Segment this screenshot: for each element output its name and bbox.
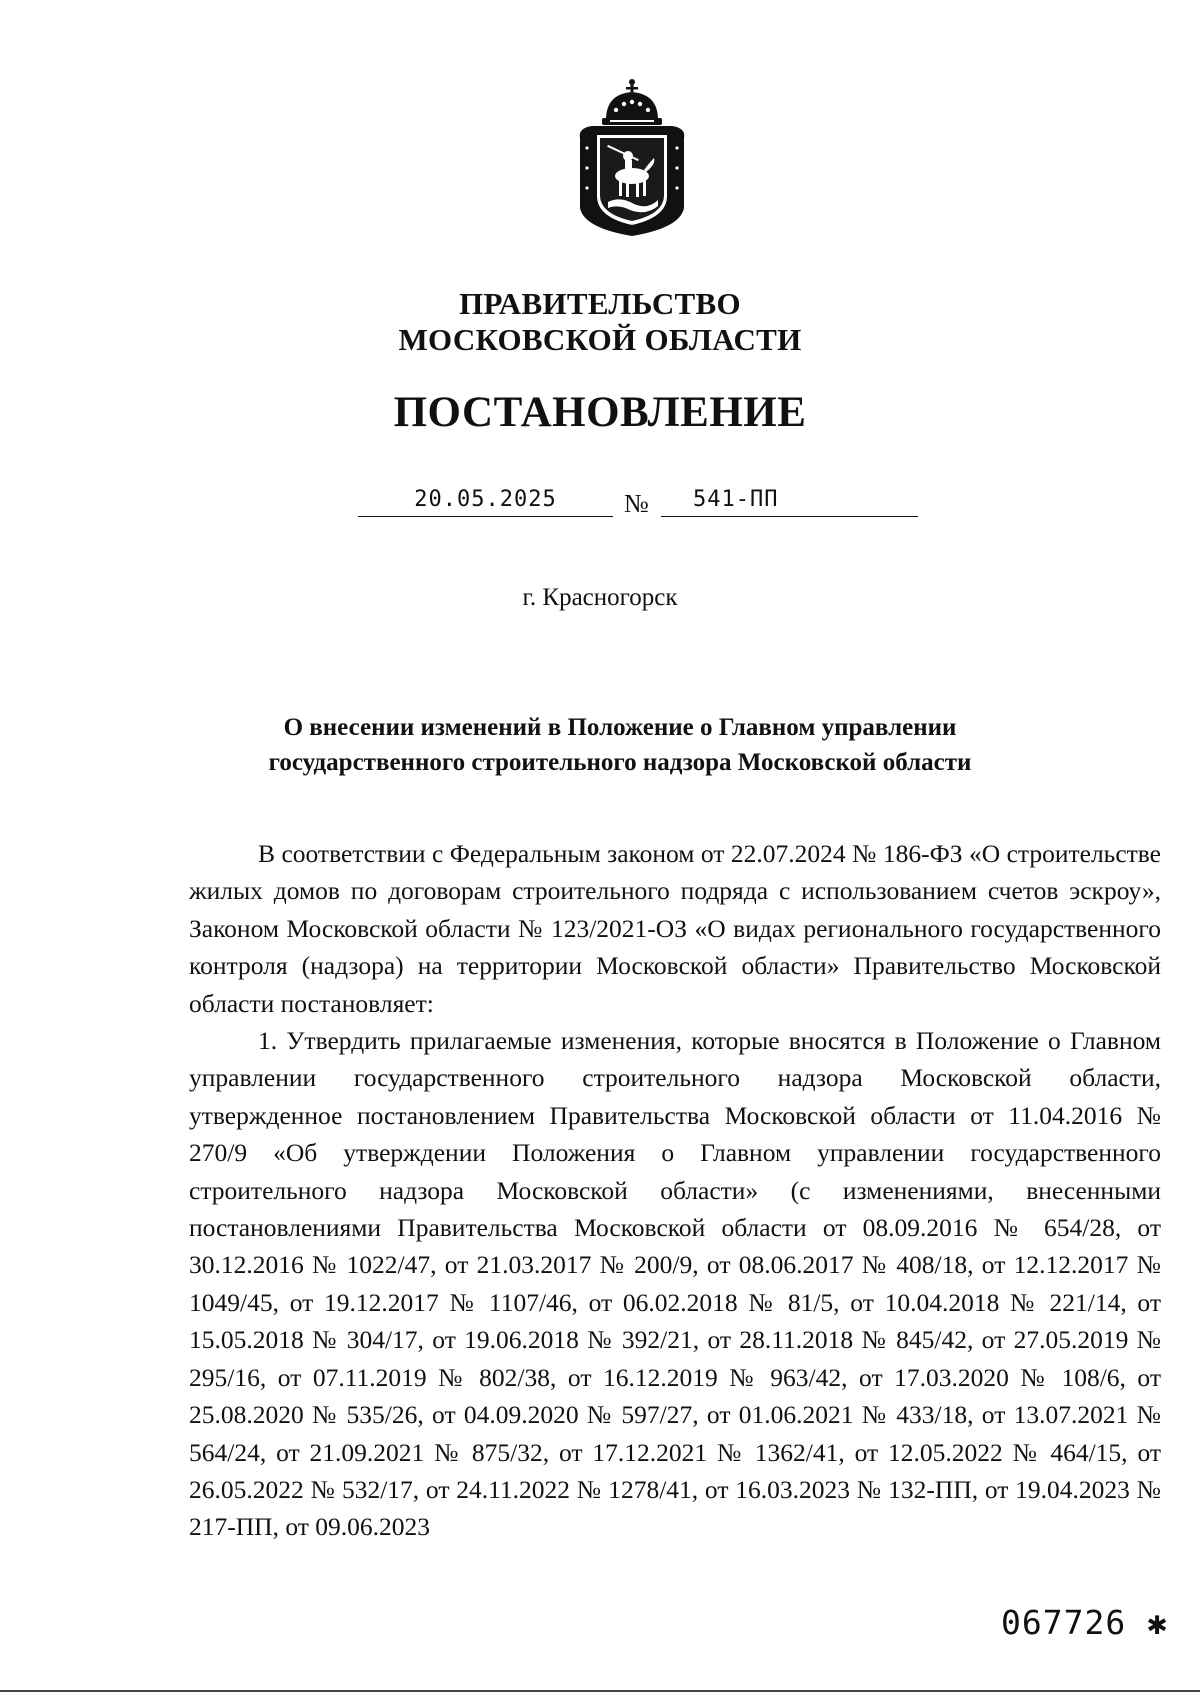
document-number: 541-ПП xyxy=(661,487,918,517)
government-title-line2: МОСКОВСКОЙ ОБЛАСТИ xyxy=(398,322,802,357)
city-of-issue: г. Красногорск xyxy=(522,584,678,611)
bottom-divider xyxy=(0,1690,1200,1692)
coat-of-arms-icon xyxy=(570,78,694,238)
subject-line1: О внесении изменений в Положение о Главном управлении xyxy=(283,714,957,741)
clause-1-paragraph: 1. Утвердить прилагаемые изменения, которые вносятся в Положение о Главном управлении государственного строительного надзора Московской области, утвержденное постановлением Правительства Московской области от 11.04.2016 № 270/9 «Об утверждении Положения о Главном управлении государственного строительного надзора Московской области» (с изменениями, внесенными постановлениями Правительства Московской области от 08.09.2016 № 654/28, от 30.12.2016 № 1022/47, от 21.03.2017 № 200/9, от 08.06.2017 № 408/18, от 12.12.2017 № 1049/45, от 19.12.2017 № 1107/46, от 06.02.2018 № 81/5, от 10.04.2018 № 221/14, от 15.05.2018 № 304/17, от 19.06.2018 № 392/21, от 28.11.2018 № 845/42, от 27.05.2019 № 295/16, от 07.11.2019 № 802/38, от 16.12.2019 № 963/42, от 17.03.2020 № 108/6, от 25.08.2020 № 535/26, от 04.09.2020 № 597/27, от 01.06.2021 № 433/18, от 13.07.2021 № 564/24, от 21.09.2021 № 875/32, от 17.12.2021 № 1362/41, от 12.05.2022 № 464/15, от 26.05.2022 № 532/17, от 24.11.2022 № 1278/41, от 16.03.2023 № 132-ПП, от 19.04.2023 № 217-ПП, от 09.06.2023 xyxy=(189,1026,1161,1542)
document-date: 20.05.2025 xyxy=(358,487,613,517)
government-title xyxy=(0,286,1200,358)
number-sign: № xyxy=(624,489,649,518)
document-subject xyxy=(250,710,990,780)
document-type-heading: ПОСТАНОВЛЕНИЕ xyxy=(393,389,807,436)
document-body xyxy=(189,835,1161,1546)
serial-number: 067726 ✱ xyxy=(1001,1603,1168,1642)
registration-line xyxy=(358,483,918,523)
subject-line2: государственного строительного надзора Московской области xyxy=(268,749,972,776)
government-title-line1: ПРАВИТЕЛЬСТВО xyxy=(459,286,741,321)
preamble-paragraph: В соответствии с Федеральным законом от 22.07.2024 № 186-ФЗ «О строительстве жилых домов по договорам строительного подряда с использованием счетов эскроу», Законом Московской области № 123/2021-ОЗ «О видах регионального государственного контроля (надзора) на территории Московской области» Правительство Московской области постановляет: xyxy=(189,839,1161,1018)
